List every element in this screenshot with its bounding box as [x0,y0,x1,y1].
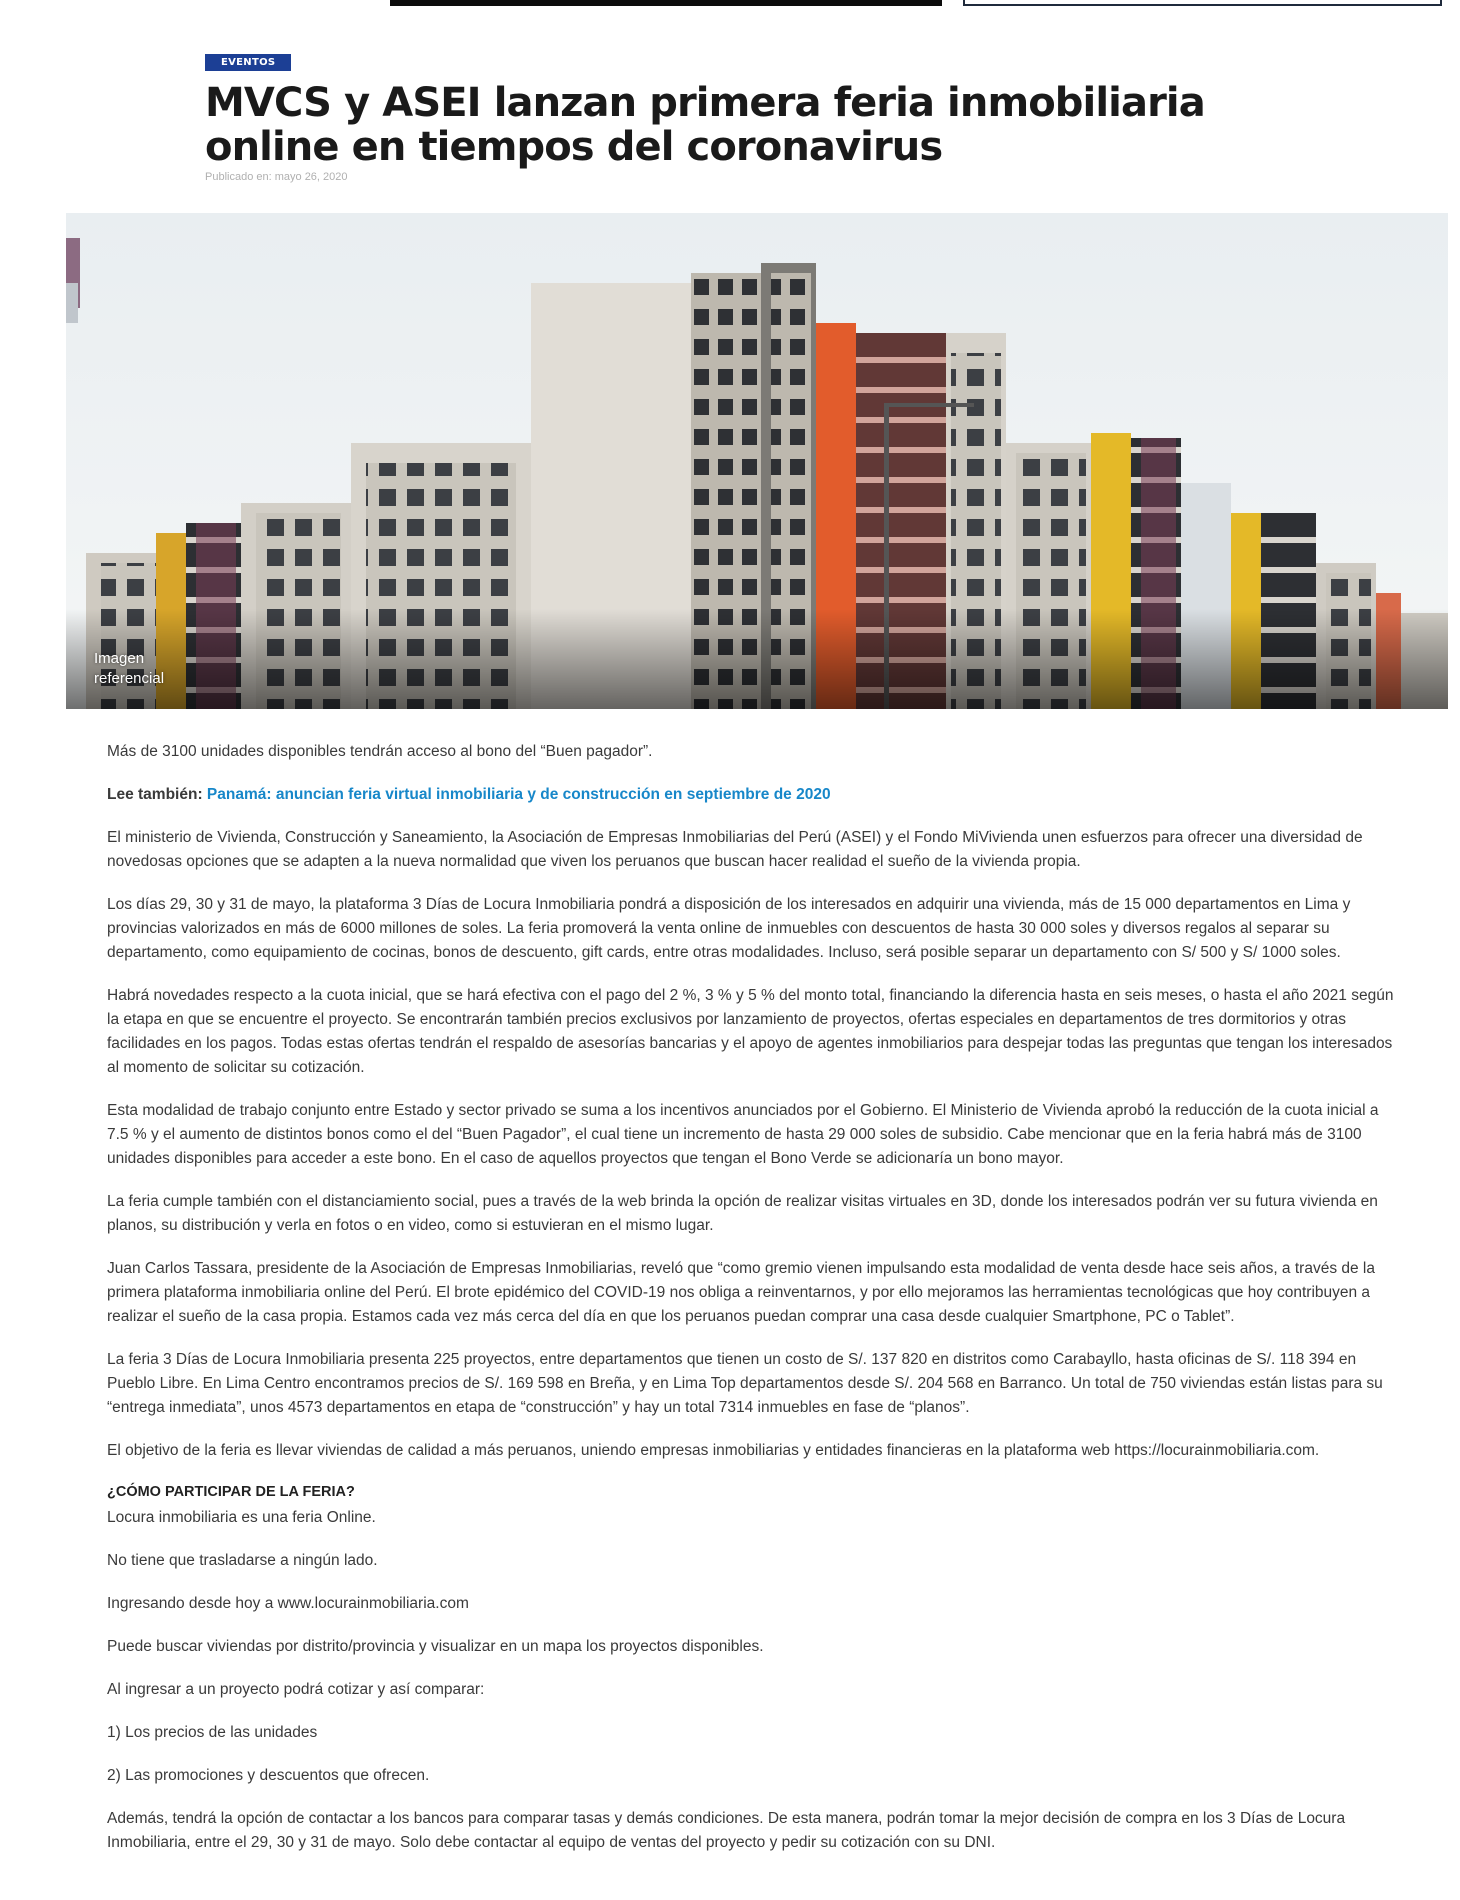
paragraph: La feria cumple también con el distanciamiento social, pues a través de la web brinda la opción de realizar visitas virtuales en 3D, donde los interesados podrán ver su futura vivienda en planos, su distribución y verla en fotos o en video, como si estuvieran en el mismo lugar. [107,1193,1378,1234]
step-line: Locura inmobiliaria es una feria Online. [107,1509,376,1526]
related-label: Lee también: [107,786,203,803]
paragraph: Los días 29, 30 y 31 de mayo, la plataforma 3 Días de Locura Inmobiliaria pondrá a disposición de los interesados en adquirir una vivienda, más de 15 000 departamentos en Lima y provincias valorizados en más de 6000 millones de soles. La feria promoverá la venta online de inmuebles con descuentos de hasta 30 000 soles y diversos regalos al separar su departamento, como equipamiento de cocinas, bonos de descuento, gift cards, entre otras modalidades. Incluso, será posible separar un departamento con S/ 500 y S/ 1000 soles. [107,896,1351,961]
article-intro: Más de 3100 unidades disponibles tendrán acceso al bono del “Buen pagador”. [107,743,653,760]
published-label: Publicado en: [205,171,272,183]
paragraph: Juan Carlos Tassara, presidente de la Asociación de Empresas Inmobiliarias, reveló que “como gremio vienen impulsando esta modalidad de venta desde hace seis años, a través de la primera plataforma inmobiliaria online del Perú. El brote epidémico del COVID-19 nos obliga a reinventarnos, y por ello mejoramos las herramientas tecnológicas que hoy contribuyen a realizar el sueño de la casa propia. Estamos cada vez más cerca del día en que los peruanos puedan comprar una casa desde cualquier Smartphone, PC o Tablet”. [107,1260,1375,1325]
step-line: Ingresando desde hoy a www.locurainmobiliaria.com [107,1595,469,1612]
step-line: 1) Los precios de las unidades [107,1724,318,1741]
step-line: Al ingresar a un proyecto podrá cotizar y así comparar: [107,1681,485,1698]
related-article-link[interactable]: Panamá: anuncian feria virtual inmobiliaria y de construcción en septiembre de 2020 [206,786,831,803]
step-line: 2) Las promociones y descuentos que ofrecen. [107,1767,430,1784]
top-nav-bar [390,0,942,6]
related-article [107,783,1403,807]
published-line [205,171,1305,183]
paragraph: Habrá novedades respecto a la cuota inicial, que se hará efectiva con el pago del 2 %, 3 % y 5 % del monto total, financiando la diferencia hasta en seis meses, o hasta el año 2021 según la etapa en que se encuentre el proyecto. Se encontrarán también precios exclusivos por lanzamiento de proyectos, ofertas especiales en departamentos de tres dormitorios y otras facilidades en los pagos. Todas estas ofertas tendrán el respaldo de asesorías bancarias y el apoyo de agentes inmobiliarios para despejar todas las preguntas que tengan los interesados al momento de solicitar su cotización. [107,987,1394,1076]
section-heading: ¿CÓMO PARTICIPAR DE LA FERIA? [107,1484,355,1500]
category-badge[interactable]: EVENTOS [205,54,291,71]
hero-caption: Imagen referencial [94,650,165,687]
paragraph: Esta modalidad de trabajo conjunto entre Estado y sector privado se suma a los incentivos anunciados por el Gobierno. El Ministerio de Vivienda aprobó la reducción de la cuota inicial a 7.5 % y el aumento de distintos bonos como el del “Buen Pagador”, el cual tiene un incremento de hasta 29 000 soles de subsidio. Cabe mencionar que en la feria habrá más de 3100 unidades disponibles para acceder a este bono. En el caso de aquellos proyectos que tengan el Bono Verde se adicionaría un bono mayor. [107,1102,1379,1167]
article-title: MVCS y ASEI lanzan primera feria inmobiliaria online en tiempos del coronavirus [205,80,1205,170]
paragraph: El ministerio de Vivienda, Construcción y Saneamiento, la Asociación de Empresas Inmobiliarias del Perú (ASEI) y el Fondo MiVivienda unen esfuerzos para ofrecer una diversidad de novedosas opciones que se adapten a la nueva normalidad que viven los peruanos que buscan hacer realidad el sueño de la vivienda propia. [107,829,1363,870]
top-search-box[interactable] [963,0,1442,6]
paragraph: El objetivo de la feria es llevar viviendas de calidad a más peruanos, uniendo empresas inmobiliarias y entidades financieras en la plataforma web https://locurainmobiliaria.com. [107,1442,1320,1459]
article-header [205,52,1305,183]
step-line: Puede buscar viviendas por distrito/provincia y visualizar en un mapa los proyectos disponibles. [107,1638,764,1655]
step-line: Además, tendrá la opción de contactar a los bancos para comparar tasas y demás condiciones. De esta manera, podrán tomar la mejor decisión de compra en los 3 Días de Locura Inmobiliaria, entre el 29, 30 y 31 de mayo. Solo debe contactar al equipo de ventas del proyecto y pedir su cotización con su DNI. [107,1810,1346,1851]
paragraph: La feria 3 Días de Locura Inmobiliaria presenta 225 proyectos, entre departamentos que tienen un costo de S/. 137 820 en distritos como Carabayllo, hasta oficinas de S/. 118 394 en Pueblo Libre. En Lima Centro encontramos precios de S/. 169 598 en Breña, y en Lima Top departamentos desde S/. 204 568 en Barranco. Un total de 750 viviendas están listas para su “entrega inmediata”, unos 4573 departamentos en etapa de “construcción” y hay un total 7314 inmuebles en fase de “planos”. [107,1351,1383,1416]
step-line: No tiene que trasladarse a ningún lado. [107,1552,378,1569]
building-illustration [66,213,1448,709]
hero-image [66,213,1448,709]
article-body [107,740,1403,1874]
published-date: mayo 26, 2020 [274,171,348,183]
